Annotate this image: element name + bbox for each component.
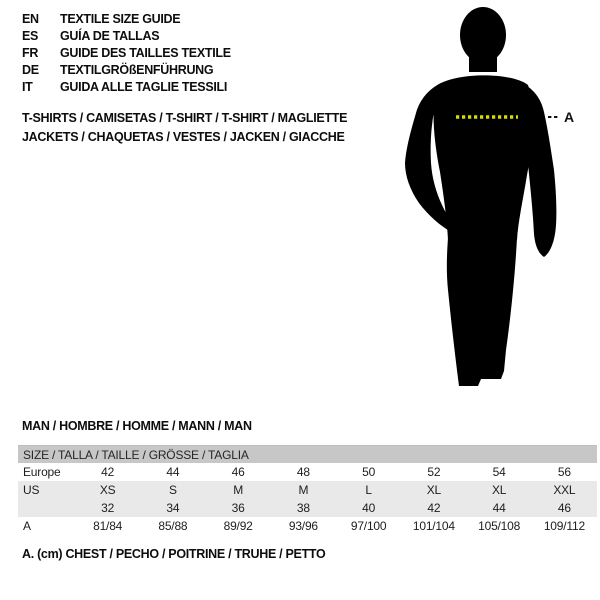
size-cell: 105/108 — [478, 519, 521, 533]
product-categories — [22, 109, 347, 147]
size-cell: 46 — [231, 465, 245, 479]
table-row-chest-a — [18, 517, 597, 535]
table-header-label: SIZE / TALLA / TAILLE / GRÖSSE / TAGLIA — [23, 447, 249, 462]
size-cell: XXL — [553, 483, 576, 497]
size-cell: XL — [491, 483, 507, 497]
row-label: US — [23, 483, 40, 497]
measure-label-a: A — [564, 109, 575, 125]
size-cell: 40 — [362, 501, 376, 515]
size-cell: 34 — [166, 501, 180, 515]
table-header-row — [18, 446, 597, 464]
lang-code: FR — [22, 46, 39, 60]
table-row-europe — [18, 463, 597, 481]
size-cell: 46 — [557, 501, 571, 515]
lang-row-fr — [22, 45, 231, 62]
lang-row-es — [22, 28, 231, 45]
lang-label: GUÍA DE TALLAS — [60, 29, 160, 43]
measurement-footnote: A. (cm) CHEST / PECHO / POITRINE / TRUHE / PETTO — [22, 547, 326, 561]
size-cell: 44 — [492, 501, 506, 515]
size-cell: 101/104 — [412, 519, 455, 533]
silhouette-neck — [469, 46, 497, 72]
row-label — [18, 499, 75, 517]
row-label: Europe — [23, 465, 61, 479]
size-cell: 42 — [427, 501, 441, 515]
size-cell: M — [298, 483, 309, 497]
size-cell: 52 — [427, 465, 441, 479]
size-cell: 81/84 — [93, 519, 123, 533]
lang-label: GUIDA ALLE TAGLIE TESSILI — [60, 80, 228, 94]
man-silhouette — [405, 7, 556, 386]
lang-row-en — [22, 11, 231, 28]
table-row-us — [18, 481, 597, 499]
size-cell: 89/92 — [223, 519, 253, 533]
size-cell: 93/96 — [288, 519, 318, 533]
size-cell: 38 — [296, 501, 310, 515]
size-cell: M — [233, 483, 244, 497]
lang-label: GUIDE DES TAILLES TEXTILE — [60, 46, 231, 60]
size-cell: 48 — [296, 465, 310, 479]
size-cell: 36 — [231, 501, 245, 515]
silhouette-legs — [447, 238, 517, 386]
size-table — [18, 445, 597, 535]
size-cell: L — [365, 483, 372, 497]
lang-row-it — [22, 79, 231, 96]
size-cell: 50 — [362, 465, 376, 479]
product-line-tshirts: T-SHIRTS / CAMISETAS / T-SHIRT / T-SHIRT / MAGLIETTE — [22, 111, 348, 125]
size-cell: 32 — [101, 501, 115, 515]
language-list — [22, 11, 231, 96]
size-cell: 97/100 — [350, 519, 387, 533]
lang-row-de — [22, 62, 231, 79]
lang-code: IT — [22, 80, 33, 94]
size-cell: S — [168, 483, 177, 497]
size-cell: 85/88 — [158, 519, 188, 533]
lang-label: TEXTILE SIZE GUIDE — [60, 12, 181, 26]
size-cell: XS — [99, 483, 116, 497]
lang-label: TEXTILGRÖßENFÜHRUNG — [60, 63, 214, 77]
size-cell: 44 — [166, 465, 180, 479]
size-cell: 56 — [557, 465, 571, 479]
size-cell: 54 — [492, 465, 506, 479]
size-cell: 109/112 — [543, 519, 585, 533]
silhouette-torso — [433, 75, 532, 240]
size-cell: 42 — [101, 465, 115, 479]
section-title-man: MAN / HOMBRE / HOMME / MANN / MAN — [22, 419, 252, 433]
lang-code: EN — [22, 12, 39, 26]
man-silhouette-figure — [395, 0, 600, 410]
table-row-alt-size — [18, 499, 597, 517]
lang-code: DE — [22, 63, 39, 77]
size-cell: XL — [426, 483, 442, 497]
lang-code: ES — [22, 29, 39, 43]
product-line-jackets: JACKETS / CHAQUETAS / VESTES / JACKEN / GIACCHE — [22, 130, 345, 144]
row-label: A — [23, 519, 31, 533]
